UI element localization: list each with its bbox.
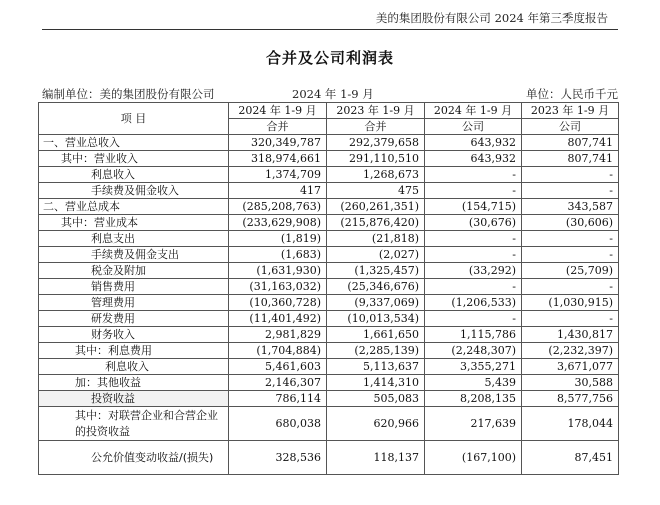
value-cell: - xyxy=(425,311,522,327)
row-label: 税金及附加 xyxy=(39,263,229,279)
value-cell: 680,038 xyxy=(229,407,327,441)
value-cell: 8,208,135 xyxy=(425,391,522,407)
value-cell: 1,661,650 xyxy=(327,327,425,343)
value-cell: (285,208,763) xyxy=(229,199,327,215)
table-row xyxy=(39,279,619,295)
table-row xyxy=(39,311,619,327)
value-cell: - xyxy=(425,231,522,247)
value-cell: - xyxy=(522,279,619,295)
value-cell: 3,355,271 xyxy=(425,359,522,375)
table-row xyxy=(39,441,619,475)
value-cell: (1,819) xyxy=(229,231,327,247)
value-cell: - xyxy=(522,167,619,183)
income-statement-table xyxy=(38,102,619,475)
row-label: 一、营业总收入 xyxy=(39,135,229,151)
value-cell: 5,461,603 xyxy=(229,359,327,375)
report-header: 美的集团股份有限公司 2024 年第三季度报告 xyxy=(375,11,608,25)
value-cell: 643,932 xyxy=(425,151,522,167)
period-header: 2023 年 1-9 月 xyxy=(522,103,619,119)
table-row xyxy=(39,247,619,263)
value-cell: (2,027) xyxy=(327,247,425,263)
row-label: 利息收入 xyxy=(39,167,229,183)
value-cell: (10,013,534) xyxy=(327,311,425,327)
value-cell: (167,100) xyxy=(425,441,522,475)
row-label: 研发费用 xyxy=(39,311,229,327)
scope-header: 合并 xyxy=(327,119,425,135)
value-cell: 643,932 xyxy=(425,135,522,151)
row-label: 其中：利息费用 xyxy=(39,343,229,359)
value-cell: (1,325,457) xyxy=(327,263,425,279)
table-row xyxy=(39,183,619,199)
value-cell: (25,346,676) xyxy=(327,279,425,295)
table-row xyxy=(39,263,619,279)
unit-label: 单位：人民币千元 xyxy=(526,87,618,101)
row-label: 手续费及佣金收入 xyxy=(39,183,229,199)
period-header: 2023 年 1-9 月 xyxy=(327,103,425,119)
scope-header: 合并 xyxy=(229,119,327,135)
value-cell: 8,577,756 xyxy=(522,391,619,407)
value-cell: 786,114 xyxy=(229,391,327,407)
value-cell: 291,110,510 xyxy=(327,151,425,167)
row-label: 投资收益 xyxy=(39,391,229,407)
value-cell: (2,248,307) xyxy=(425,343,522,359)
value-cell: (30,676) xyxy=(425,215,522,231)
value-cell: (2,232,397) xyxy=(522,343,619,359)
table-row xyxy=(39,375,619,391)
value-cell: 475 xyxy=(327,183,425,199)
header-divider xyxy=(42,29,618,30)
value-cell: 807,741 xyxy=(522,135,619,151)
statement-title: 合并及公司利润表 xyxy=(265,49,394,67)
table-row xyxy=(39,343,619,359)
value-cell: (31,163,032) xyxy=(229,279,327,295)
table-row xyxy=(39,407,619,441)
value-cell: 328,536 xyxy=(229,441,327,475)
value-cell: 807,741 xyxy=(522,151,619,167)
table-row xyxy=(39,327,619,343)
value-cell: (33,292) xyxy=(425,263,522,279)
row-label: 公允价值变动收益/(损失) xyxy=(39,441,229,475)
row-label: 利息支出 xyxy=(39,231,229,247)
table-row xyxy=(39,295,619,311)
row-label: 加：其他收益 xyxy=(39,375,229,391)
value-cell: 5,439 xyxy=(425,375,522,391)
row-label: 销售费用 xyxy=(39,279,229,295)
row-label: 二、营业总成本 xyxy=(39,199,229,215)
row-label: 财务收入 xyxy=(39,327,229,343)
value-cell: 505,083 xyxy=(327,391,425,407)
value-cell: 118,137 xyxy=(327,441,425,475)
table-row xyxy=(39,135,619,151)
value-cell: 1,374,709 xyxy=(229,167,327,183)
row-label: 其中：营业成本 xyxy=(39,215,229,231)
value-cell: (154,715) xyxy=(425,199,522,215)
value-cell: - xyxy=(425,279,522,295)
value-cell: 343,587 xyxy=(522,199,619,215)
value-cell: (2,285,139) xyxy=(327,343,425,359)
value-cell: (25,709) xyxy=(522,263,619,279)
row-label: 利息收入 xyxy=(39,359,229,375)
value-cell: 1,115,786 xyxy=(425,327,522,343)
value-cell: (260,261,351) xyxy=(327,199,425,215)
value-cell: 620,966 xyxy=(327,407,425,441)
item-column-header: 项 目 xyxy=(39,103,229,135)
table-row xyxy=(39,199,619,215)
row-label: 手续费及佣金支出 xyxy=(39,247,229,263)
value-cell: - xyxy=(425,183,522,199)
value-cell: (21,818) xyxy=(327,231,425,247)
scope-header: 公司 xyxy=(425,119,522,135)
row-label: 其中：营业收入 xyxy=(39,151,229,167)
row-label: 其中：对联营企业和合营企业的投资收益 xyxy=(39,407,229,441)
value-cell: (1,683) xyxy=(229,247,327,263)
value-cell: - xyxy=(425,167,522,183)
value-cell: (11,401,492) xyxy=(229,311,327,327)
value-cell: (215,876,420) xyxy=(327,215,425,231)
value-cell: 217,639 xyxy=(425,407,522,441)
value-cell: 1,414,310 xyxy=(327,375,425,391)
value-cell: - xyxy=(522,231,619,247)
value-cell: 5,113,637 xyxy=(327,359,425,375)
value-cell: 1,268,673 xyxy=(327,167,425,183)
value-cell: (1,631,930) xyxy=(229,263,327,279)
period-header: 2024 年 1-9 月 xyxy=(425,103,522,119)
value-cell: - xyxy=(425,247,522,263)
period-label: 2024 年 1-9 月 xyxy=(292,87,374,101)
table-row xyxy=(39,215,619,231)
value-cell: (233,629,908) xyxy=(229,215,327,231)
table-row xyxy=(39,151,619,167)
value-cell: (9,337,069) xyxy=(327,295,425,311)
value-cell: (30,606) xyxy=(522,215,619,231)
value-cell: 417 xyxy=(229,183,327,199)
value-cell: 292,379,658 xyxy=(327,135,425,151)
period-header: 2024 年 1-9 月 xyxy=(229,103,327,119)
value-cell: 1,430,817 xyxy=(522,327,619,343)
value-cell: (1,030,915) xyxy=(522,295,619,311)
value-cell: - xyxy=(522,247,619,263)
value-cell: 2,981,829 xyxy=(229,327,327,343)
value-cell: (10,360,728) xyxy=(229,295,327,311)
value-cell: (1,704,884) xyxy=(229,343,327,359)
table-row xyxy=(39,391,619,407)
value-cell: 318,974,661 xyxy=(229,151,327,167)
compiler-label: 编制单位：美的集团股份有限公司 xyxy=(42,87,215,101)
value-cell: 87,451 xyxy=(522,441,619,475)
table-row xyxy=(39,359,619,375)
table-row xyxy=(39,231,619,247)
value-cell: - xyxy=(522,183,619,199)
value-cell: 30,588 xyxy=(522,375,619,391)
table-row xyxy=(39,167,619,183)
row-label: 管理费用 xyxy=(39,295,229,311)
value-cell: (1,206,533) xyxy=(425,295,522,311)
value-cell: - xyxy=(522,311,619,327)
value-cell: 320,349,787 xyxy=(229,135,327,151)
value-cell: 3,671,077 xyxy=(522,359,619,375)
scope-header: 公司 xyxy=(522,119,619,135)
value-cell: 2,146,307 xyxy=(229,375,327,391)
value-cell: 178,044 xyxy=(522,407,619,441)
